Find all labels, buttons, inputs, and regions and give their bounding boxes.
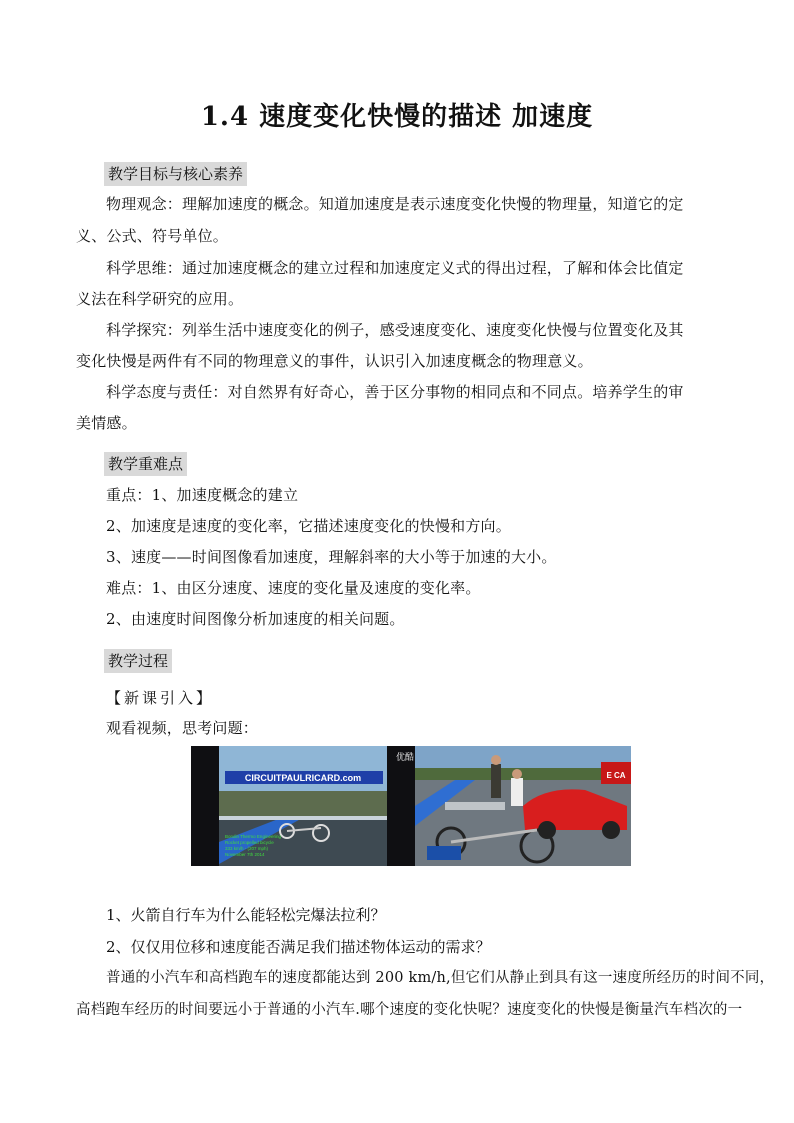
caption-line: Bondin Thermo Engineering (225, 834, 281, 839)
section-heading-objectives: 教学目标与核心素养 (104, 162, 247, 186)
key-point-line: 2、由速度时间图像分析加速度的相关问题。 (106, 610, 405, 628)
objective-line: 科学思维：通过加速度概念的建立过程和加速度定义式的得出过程，了解和体会比值定 (106, 259, 684, 277)
section-heading-key-points: 教学重难点 (104, 452, 187, 476)
key-point-line: 2、加速度是速度的变化率，它描述速度变化的快慢和方向。 (106, 517, 511, 535)
key-point-line: 3、速度——时间图像看加速度，理解斜率的大小等于加速的大小。 (106, 548, 557, 566)
banner-text: CIRCUITPAULRICARD.com (244, 773, 362, 783)
objective-line: 物理观念：理解加速度的概念。知道加速度是表示速度变化快慢的物理量，知道它的定 (106, 195, 684, 213)
objective-line: 美情感。 (76, 414, 137, 432)
intro-tag: 【新课引入】 (106, 689, 215, 707)
watch-prompt: 观看视频，思考问题： (106, 719, 259, 737)
paragraph-line: 普通的小汽车和高档跑车的速度都能达到 200 km/h,但它们从静止到具有这一速度所经历的时间不同， (106, 970, 775, 986)
video-frame-track (191, 746, 415, 866)
section-heading-process: 教学过程 (104, 649, 172, 673)
page-title: 1.4 速度变化快慢的描述 加速度 (200, 102, 594, 132)
objective-line: 科学态度与责任：对自然界有好奇心，善于区分事物的相同点和不同点。培养学生的审 (106, 383, 684, 401)
objective-line: 义、公式、符号单位。 (76, 227, 229, 245)
objective-line: 义法在科学研究的应用。 (76, 290, 244, 308)
objective-line: 科学探究：列举生活中速度变化的例子，感受速度变化、速度变化快慢与位置变化及其 (106, 321, 684, 339)
key-point-line: 重点：1、加速度概念的建立 (106, 486, 299, 504)
track-scene (191, 746, 415, 866)
question-1: 1、火箭自行车为什么能轻松完爆法拉利？ (106, 906, 386, 924)
watermark-text: 优酷 (395, 753, 415, 763)
key-point-line: 难点：1、由区分速度、速度的变化量及速度的变化率。 (106, 579, 481, 597)
ferrari-scene (415, 746, 631, 866)
objective-line: 变化快慢是两件有不同的物理意义的事件，认识引入加速度概念的物理意义。 (76, 352, 593, 370)
caption-line: November 7th 2014 (225, 852, 265, 857)
caption-line: Rocket propelled bicycle (225, 840, 274, 845)
caption-line: 333 km/h - (207 mph) (225, 846, 269, 851)
video-frame-ferrari (415, 746, 631, 866)
paragraph-line: 高档跑车经历的时间要远小于普通的小汽车.哪个速度的变化快呢？速度变化的快慢是衡量汽车档次的一 (76, 1002, 743, 1018)
question-2: 2、仅仅用位移和速度能否满足我们描述物体运动的需求？ (106, 938, 491, 956)
sign-text: E CA (606, 771, 626, 780)
